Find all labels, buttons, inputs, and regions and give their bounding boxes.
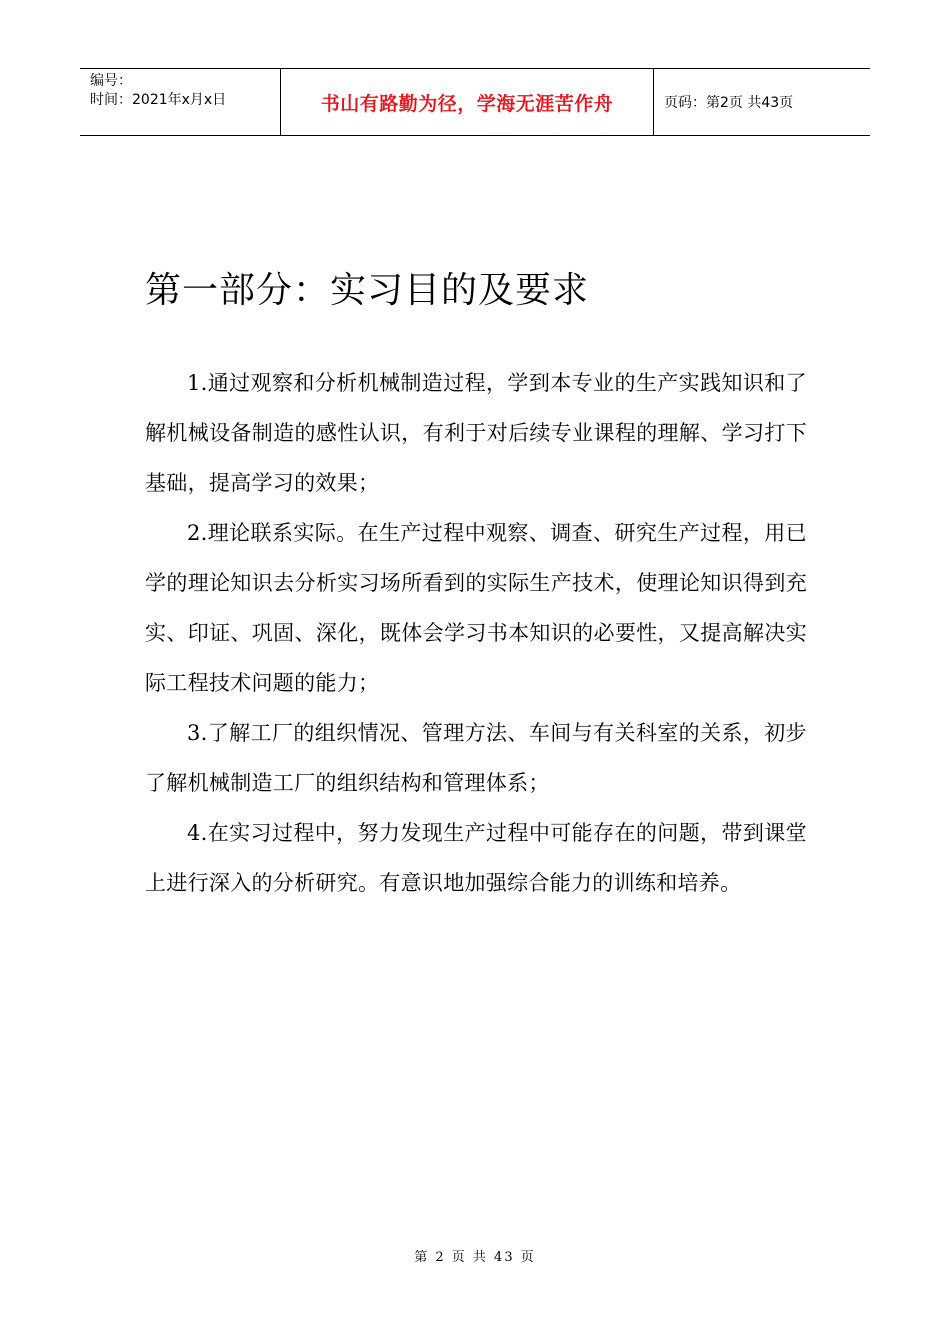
paragraph-3: 3.了解工厂的组织情况、管理方法、车间与有关科室的关系，初步了解机械制造工厂的组织结构和管理体系；	[145, 721, 807, 795]
document-date-label: 时间：2021年x月x日	[90, 92, 227, 108]
document-number-label: 编号：	[90, 73, 132, 89]
section-title: 第一部分：实习目的及要求	[145, 270, 590, 311]
header-page-info: 页码：第2页 共43页	[664, 95, 794, 111]
paragraph-2: 2.理论联系实际。在生产过程中观察、调查、研究生产过程，用已学的理论知识去分析实习场所看到的实际生产技术，使理论知识得到充实、印证、巩固、深化，既体会学习书本知识的必要性，又提高解决实际工程技术问题的能力；	[145, 521, 807, 695]
header-meta-cell	[80, 69, 281, 135]
header-motto: 书山有路勤为径，学海无涯苦作舟	[281, 69, 654, 135]
paragraph-1: 1.通过观察和分析机械制造过程，学到本专业的生产实践知识和了解机械设备制造的感性认识，有利于对后续专业课程的理解、学习打下基础，提高学习的效果；	[145, 371, 807, 495]
page-header	[80, 68, 870, 136]
paragraph-4: 4.在实习过程中，努力发现生产过程中可能存在的问题，带到课堂上进行深入的分析研究。有意识地加强综合能力的训练和培养。	[145, 821, 807, 895]
page-footer: 第 2 页 共 43 页	[414, 1250, 536, 1265]
body-text	[145, 358, 807, 908]
